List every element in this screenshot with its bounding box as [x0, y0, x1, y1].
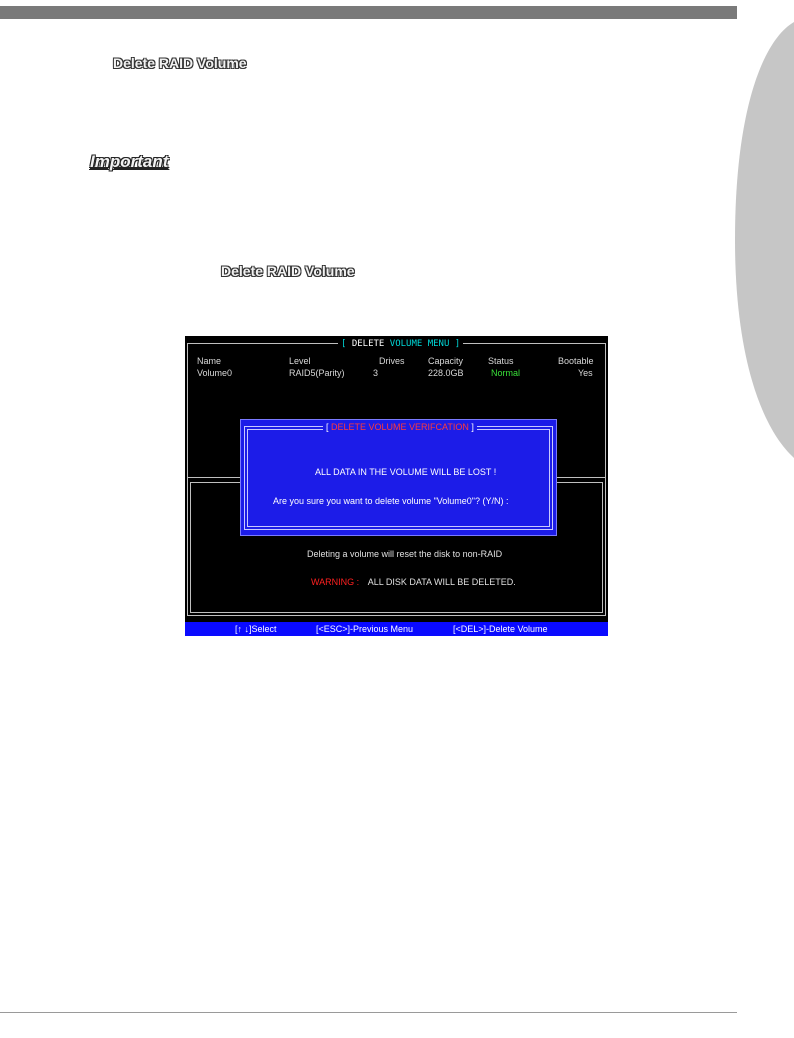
footer-delete-volume-hint: [<DEL>]-Delete Volume [453, 624, 548, 634]
col-header-drives: Drives [379, 356, 405, 366]
col-header-capacity: Capacity [428, 356, 464, 366]
volume-row-capacity: 228.0GB [428, 368, 464, 378]
important-label: Important [90, 152, 169, 171]
bottom-rule [0, 1012, 737, 1013]
volume-row-level: RAID5(Parity) [289, 368, 345, 378]
dialog-confirm-prompt[interactable]: Are you sure you want to delete volume "Volume0"? (Y/N) : [273, 496, 509, 506]
footer-previous-menu-hint: [<ESC>]-Previous Menu [316, 624, 414, 634]
col-header-level: Level [289, 356, 311, 366]
bios-screenshot [185, 336, 608, 636]
menu-title: [ DELETE VOLUME MENU ] [338, 339, 463, 349]
info-line: Deleting a volume will reset the disk to non-RAID [307, 549, 503, 559]
top-header-bar [0, 6, 737, 19]
col-header-status: Status [488, 356, 514, 366]
side-tab-shape [735, 0, 794, 470]
section-heading: Delete RAID Volume [113, 55, 247, 71]
dialog-warning-line: ALL DATA IN THE VOLUME WILL BE LOST ! [315, 467, 497, 477]
warning-line [311, 577, 516, 587]
sub-heading: Delete RAID Volume [221, 263, 355, 279]
warning-label: WARNING : [311, 577, 360, 587]
dialog-title: [ DELETE VOLUME VERIFCATION ] [323, 422, 477, 432]
volume-row-bootable: Yes [578, 368, 593, 378]
volume-row-drives: 3 [373, 368, 379, 378]
col-header-name: Name [197, 356, 222, 366]
bios-footer-bar [185, 622, 608, 636]
delete-verification-dialog[interactable] [240, 419, 557, 536]
footer-select-hint: [↑ ↓]Select [235, 624, 277, 634]
volume-row-status: Normal [491, 368, 521, 378]
warning-text: ALL DISK DATA WILL BE DELETED. [367, 577, 516, 587]
col-header-bootable: Bootable [558, 356, 594, 366]
volume-row-name[interactable]: Volume0 [197, 368, 233, 378]
